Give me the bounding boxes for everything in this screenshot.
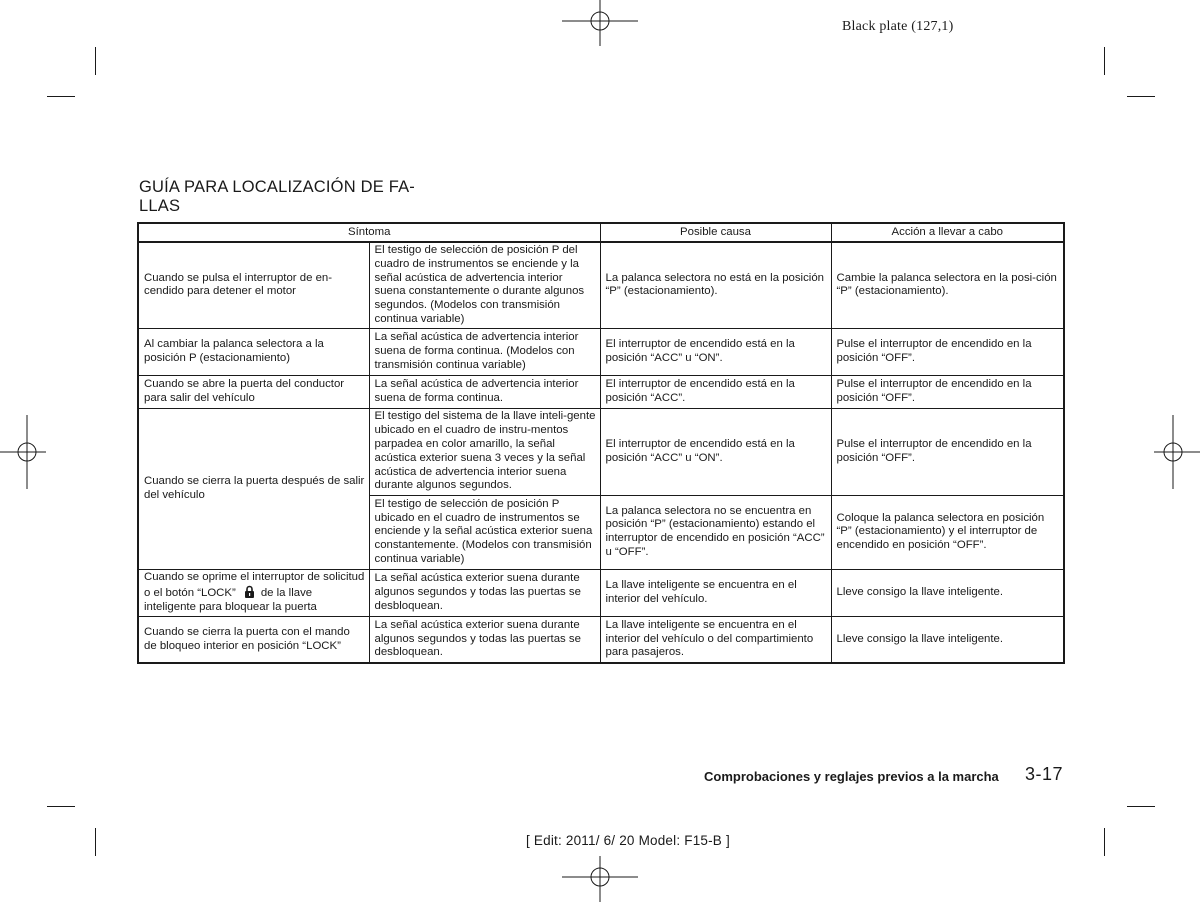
column-header-action: Acción a llevar a cabo bbox=[831, 223, 1064, 242]
black-plate-label: Black plate (127,1) bbox=[842, 19, 954, 34]
symptom-cell bbox=[138, 569, 369, 616]
action-cell: Lleve consigo la llave inteligente. bbox=[831, 616, 1064, 663]
table-row bbox=[138, 569, 1064, 616]
symptom-text: de la llave inteligente para bloquear la puerta bbox=[144, 586, 317, 613]
symptom-cell: Cuando se pulsa el interruptor de en-cendido para detener el motor bbox=[138, 242, 369, 328]
crop-mark bbox=[1104, 47, 1105, 75]
symptom-detail-cell: La señal acústica de advertencia interior suena de forma continua. (Modelos con transmisión continua variable) bbox=[369, 328, 600, 375]
symptom-detail-cell: El testigo del sistema de la llave inteli-gente ubicado en el cuadro de instru-mentos parpadea en color amarillo, la señal acústica exterior suena 3 veces y la señal acústica de advertencia interior suena durante algunos segundos. bbox=[369, 408, 600, 495]
column-header-symptom: Síntoma bbox=[138, 223, 600, 242]
symptom-text: Cuando se oprime el interruptor de solicitud o el botón “LOCK” bbox=[144, 571, 365, 599]
crop-mark bbox=[1127, 96, 1155, 97]
crop-mark bbox=[95, 47, 96, 75]
section-title-line: LLAS bbox=[139, 197, 181, 215]
cause-cell: La llave inteligente se encuentra en el interior del vehículo o del compartimiento para pasajeros. bbox=[600, 616, 831, 663]
symptom-detail-cell: La señal acústica de advertencia interior suena de forma continua. bbox=[369, 375, 600, 408]
section-title-line: GUÍA PARA LOCALIZACIÓN DE FA- bbox=[139, 178, 415, 196]
table-row bbox=[138, 242, 1064, 328]
cause-cell: El interruptor de encendido está en la posición “ACC” u “ON”. bbox=[600, 408, 831, 495]
column-header-cause: Posible causa bbox=[600, 223, 831, 242]
registration-mark-icon bbox=[562, 856, 638, 902]
crop-mark bbox=[1127, 806, 1155, 807]
table-row bbox=[138, 328, 1064, 375]
cause-cell: El interruptor de encendido está en la posición “ACC” u “ON”. bbox=[600, 328, 831, 375]
symptom-detail-cell: La señal acústica exterior suena durante algunos segundos y todas las puertas se desbloquean. bbox=[369, 616, 600, 663]
crop-mark bbox=[47, 96, 75, 97]
table-row bbox=[138, 408, 1064, 495]
registration-mark-icon bbox=[1154, 415, 1200, 489]
crop-mark bbox=[95, 828, 96, 856]
registration-mark-icon bbox=[562, 0, 638, 46]
action-cell: Lleve consigo la llave inteligente. bbox=[831, 569, 1064, 616]
symptom-detail-cell: El testigo de selección de posición P del cuadro de instrumentos se enciende y la señal acústica de advertencia interior suena constantemente o durante algunos segundos. (Modelos con transmisión continua variable) bbox=[369, 242, 600, 328]
symptom-detail-cell: El testigo de selección de posición P ubicado en el cuadro de instrumentos se enciende y la señal acústica exterior suena constantemente. (Modelos con transmisión continua variable) bbox=[369, 495, 600, 569]
action-cell: Coloque la palanca selectora en posición “P” (estacionamiento) y el interruptor de encendido en posición “OFF”. bbox=[831, 495, 1064, 569]
action-cell: Pulse el interruptor de encendido en la posición “OFF”. bbox=[831, 375, 1064, 408]
cause-cell: La llave inteligente se encuentra en el interior del vehículo. bbox=[600, 569, 831, 616]
registration-mark-icon bbox=[0, 415, 46, 489]
symptom-cell: Al cambiar la palanca selectora a la posición P (estacionamiento) bbox=[138, 328, 369, 375]
chapter-title: Comprobaciones y reglajes previos a la marcha bbox=[704, 769, 999, 784]
lock-icon bbox=[244, 585, 255, 598]
cause-cell: La palanca selectora no se encuentra en posición “P” (estacionamiento) estando el interruptor de encendido en posición “ACC” u “OFF”. bbox=[600, 495, 831, 569]
symptom-cell: Cuando se cierra la puerta con el mando de bloqueo interior en posición “LOCK” bbox=[138, 616, 369, 663]
edit-info: [ Edit: 2011/ 6/ 20 Model: F15-B ] bbox=[526, 833, 730, 848]
table-row bbox=[138, 616, 1064, 663]
cause-cell: El interruptor de encendido está en la posición “ACC”. bbox=[600, 375, 831, 408]
troubleshooting-table bbox=[137, 222, 1065, 664]
action-cell: Pulse el interruptor de encendido en la posición “OFF”. bbox=[831, 328, 1064, 375]
symptom-cell: Cuando se cierra la puerta después de salir del vehículo bbox=[138, 408, 369, 569]
cause-cell: La palanca selectora no está en la posición “P” (estacionamiento). bbox=[600, 242, 831, 328]
table-row bbox=[138, 375, 1064, 408]
crop-mark bbox=[1104, 828, 1105, 856]
table-header-row bbox=[138, 223, 1064, 242]
section-title bbox=[139, 178, 439, 216]
action-cell: Cambie la palanca selectora en la posi-ción “P” (estacionamiento). bbox=[831, 242, 1064, 328]
page-number: 3-17 bbox=[1025, 764, 1064, 784]
crop-mark bbox=[47, 806, 75, 807]
symptom-cell: Cuando se abre la puerta del conductor para salir del vehículo bbox=[138, 375, 369, 408]
action-cell: Pulse el interruptor de encendido en la posición “OFF”. bbox=[831, 408, 1064, 495]
symptom-detail-cell: La señal acústica exterior suena durante algunos segundos y todas las puertas se desbloquean. bbox=[369, 569, 600, 616]
